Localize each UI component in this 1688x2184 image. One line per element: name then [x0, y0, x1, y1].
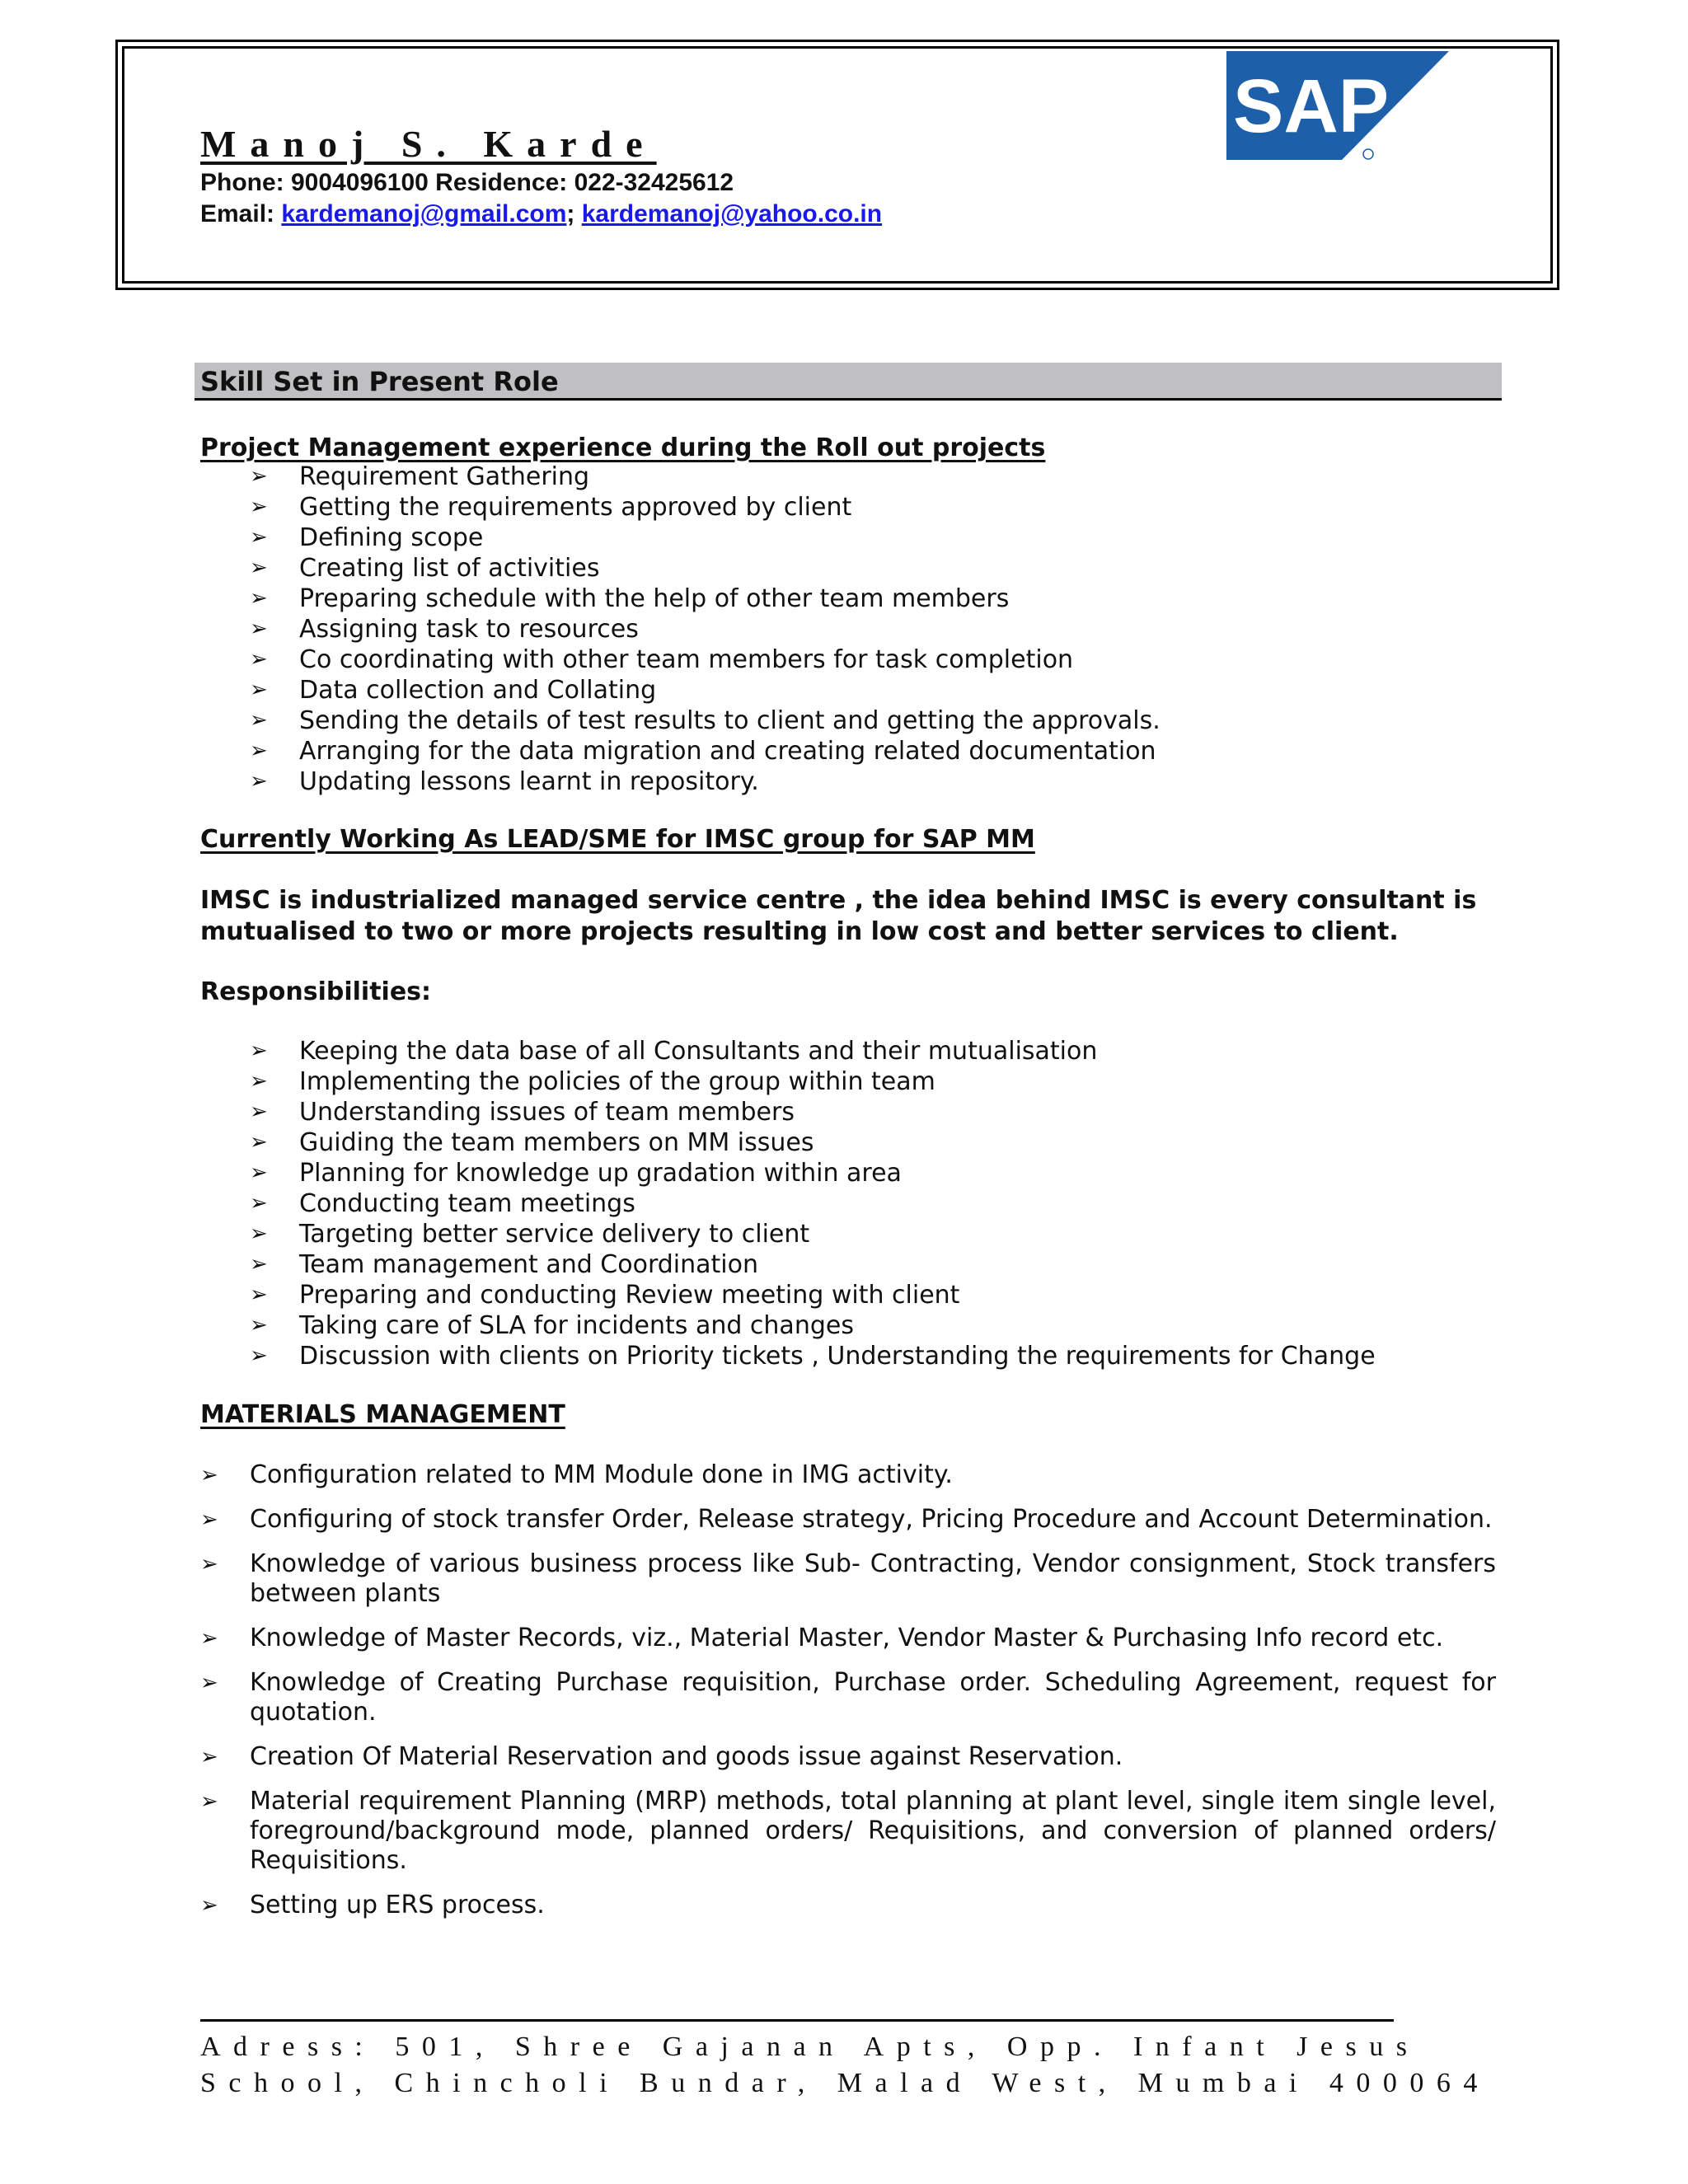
bullet-arrow-icon: ➢ — [250, 1343, 268, 1368]
bullet-arrow-icon: ➢ — [250, 1191, 268, 1216]
list-item-text: Knowledge of Creating Purchase requisition, Purchase order. Scheduling Agreement, request for quotation. — [250, 1668, 1496, 1727]
list-item — [250, 1219, 1376, 1249]
bullet-arrow-icon: ➢ — [250, 464, 268, 489]
list-item-text: Preparing and conducting Review meeting with client — [299, 1281, 960, 1310]
list-item-text: Defining scope — [299, 523, 484, 552]
list-item-text: Guiding the team members on MM issues — [299, 1128, 814, 1157]
list-item — [250, 766, 1160, 797]
email-link-gmail[interactable]: kardemanoj@gmail.com — [281, 200, 567, 227]
bullet-arrow-icon: ➢ — [250, 616, 268, 641]
list-item-text: Configuration related to MM Module done in IMG activity. — [250, 1460, 953, 1489]
list-item-text: Setting up ERS process. — [250, 1891, 545, 1919]
bullet-arrow-icon: ➢ — [200, 1745, 218, 1769]
bullet-arrow-icon: ➢ — [250, 586, 268, 611]
bullet-arrow-icon: ➢ — [200, 1507, 218, 1532]
list-item-text: Conducting team meetings — [299, 1189, 635, 1218]
bullet-arrow-icon: ➢ — [200, 1789, 218, 1814]
bullet-arrow-icon: ➢ — [250, 677, 268, 702]
list-item-text: Sending the details of test results to client and getting the approvals. — [299, 706, 1160, 735]
list-item — [250, 614, 1160, 644]
list-item — [250, 1280, 1376, 1310]
list-item — [250, 1158, 1376, 1188]
bullet-arrow-icon: ➢ — [250, 1160, 268, 1185]
list-item — [200, 1668, 1496, 1727]
bullet-arrow-icon: ➢ — [200, 1893, 218, 1918]
responsibilities-list — [250, 1036, 1376, 1371]
list-item-text: Understanding issues of team members — [299, 1098, 795, 1127]
current-role-heading: Currently Working As LEAD/SME for IMSC group for SAP MM — [200, 825, 1035, 854]
bullet-arrow-icon: ➢ — [250, 1221, 268, 1246]
materials-management-list — [200, 1460, 1496, 1935]
list-item-text: Requirement Gathering — [299, 462, 590, 491]
section-heading-skill-set: Skill Set in Present Role — [195, 363, 1502, 401]
list-item — [250, 705, 1160, 736]
materials-management-heading: MATERIALS MANAGEMENT — [200, 1400, 565, 1429]
list-item — [200, 1460, 1496, 1490]
list-item — [250, 1036, 1376, 1066]
list-item — [250, 523, 1160, 553]
bullet-arrow-icon: ➢ — [250, 1313, 268, 1338]
list-item-text: Preparing schedule with the help of other team members — [299, 584, 1010, 613]
sap-logo — [1226, 51, 1449, 160]
list-item — [250, 644, 1160, 675]
list-item — [250, 1127, 1376, 1158]
list-item — [250, 1097, 1376, 1127]
email-link-yahoo[interactable]: kardemanoj@yahoo.co.in — [581, 200, 883, 227]
list-item — [200, 1624, 1496, 1653]
bullet-arrow-icon: ➢ — [250, 738, 268, 763]
bullet-arrow-icon: ➢ — [250, 1038, 268, 1063]
list-item-text: Co coordinating with other team members for task completion — [299, 645, 1074, 674]
imsc-description-line2: mutualised to two or more projects resulting in low cost and better services to client. — [200, 917, 1399, 946]
bullet-arrow-icon: ➢ — [250, 647, 268, 672]
bullet-arrow-icon: ➢ — [250, 1282, 268, 1307]
email-separator: ; — [566, 200, 582, 227]
list-item — [250, 1188, 1376, 1219]
list-item — [250, 1066, 1376, 1097]
footer-divider — [200, 2019, 1394, 2022]
bullet-arrow-icon: ➢ — [250, 1099, 268, 1124]
project-management-list — [250, 462, 1160, 797]
list-item-text: Keeping the data base of all Consultants and their mutualisation — [299, 1037, 1098, 1066]
bullet-arrow-icon: ➢ — [250, 525, 268, 550]
responsibilities-label: Responsibilities: — [200, 977, 432, 1006]
address — [200, 2029, 1490, 2102]
list-item-text: Taking care of SLA for incidents and changes — [299, 1311, 854, 1340]
list-item — [250, 462, 1160, 492]
list-item-text: Creating list of activities — [299, 554, 600, 583]
list-item-text: Team management and Coordination — [299, 1250, 759, 1279]
list-item — [200, 1742, 1496, 1772]
bullet-arrow-icon: ➢ — [250, 1130, 268, 1155]
imsc-description-line1: IMSC is industrialized managed service centre , the idea behind IMSC is every consultant is — [200, 886, 1477, 915]
address-line-1: Adress: 501, Shree Gajanan Apts, Opp. Infant Jesus — [200, 2032, 1420, 2062]
list-item — [200, 1549, 1496, 1609]
list-item — [200, 1505, 1496, 1535]
list-item-text: Implementing the policies of the group within team — [299, 1067, 935, 1096]
list-item-text: Creation Of Material Reservation and goods issue against Reservation. — [250, 1742, 1123, 1771]
list-item-text: Knowledge of Master Records, viz., Material Master, Vendor Master & Purchasing Info record etc. — [250, 1624, 1444, 1652]
bullet-arrow-icon: ➢ — [250, 1252, 268, 1277]
list-item-text: Configuring of stock transfer Order, Release strategy, Pricing Procedure and Account Determination. — [250, 1505, 1493, 1534]
list-item-text: Discussion with clients on Priority tickets , Understanding the requirements for Change — [299, 1342, 1376, 1371]
list-item-text: Targeting better service delivery to client — [299, 1220, 810, 1249]
list-item — [250, 492, 1160, 523]
list-item-text: Getting the requirements approved by client — [299, 493, 852, 522]
list-item-text: Arranging for the data migration and creating related documentation — [299, 737, 1156, 766]
bullet-arrow-icon: ➢ — [200, 1463, 218, 1488]
list-item-text: Knowledge of various business process like Sub- Contracting, Vendor consignment, Stock transfers between plants — [250, 1549, 1496, 1608]
bullet-arrow-icon: ➢ — [250, 708, 268, 733]
list-item-text: Assigning task to resources — [299, 615, 639, 644]
bullet-arrow-icon: ➢ — [250, 769, 268, 794]
list-item — [250, 1249, 1376, 1280]
list-item — [200, 1891, 1496, 1920]
bullet-arrow-icon: ➢ — [250, 494, 268, 519]
list-item — [200, 1787, 1496, 1876]
address-line-2: School, Chincholi Bundar, Malad West, Mumbai 400064 — [200, 2068, 1490, 2098]
phone-line: Phone: 9004096100 Residence: 022-32425612 — [200, 169, 734, 196]
bullet-arrow-icon: ➢ — [250, 1069, 268, 1094]
list-item — [250, 1341, 1376, 1371]
list-item — [250, 583, 1160, 614]
list-item — [250, 736, 1160, 766]
list-item-text: Data collection and Collating — [299, 676, 657, 705]
list-item — [250, 675, 1160, 705]
candidate-name: Manoj S. Karde — [200, 123, 657, 165]
bullet-arrow-icon: ➢ — [200, 1552, 218, 1577]
list-item — [250, 553, 1160, 583]
bullet-arrow-icon: ➢ — [200, 1626, 218, 1651]
bullet-arrow-icon: ➢ — [250, 555, 268, 580]
list-item-text: Material requirement Planning (MRP) methods, total planning at plant level, single item single level, foreground/background mode, planned orders/ Requisitions, and conversion of planned orders/ Requisitions. — [250, 1787, 1496, 1875]
email-line — [200, 200, 882, 228]
bullet-arrow-icon: ➢ — [200, 1671, 218, 1695]
list-item — [250, 1310, 1376, 1341]
list-item-text: Planning for knowledge up gradation within area — [299, 1159, 902, 1188]
sap-logo-text: SAP — [1233, 64, 1390, 148]
list-item-text: Updating lessons learnt in repository. — [299, 767, 759, 796]
email-label: Email: — [200, 200, 282, 227]
project-management-heading: Project Management experience during the Roll out projects — [200, 434, 1046, 462]
